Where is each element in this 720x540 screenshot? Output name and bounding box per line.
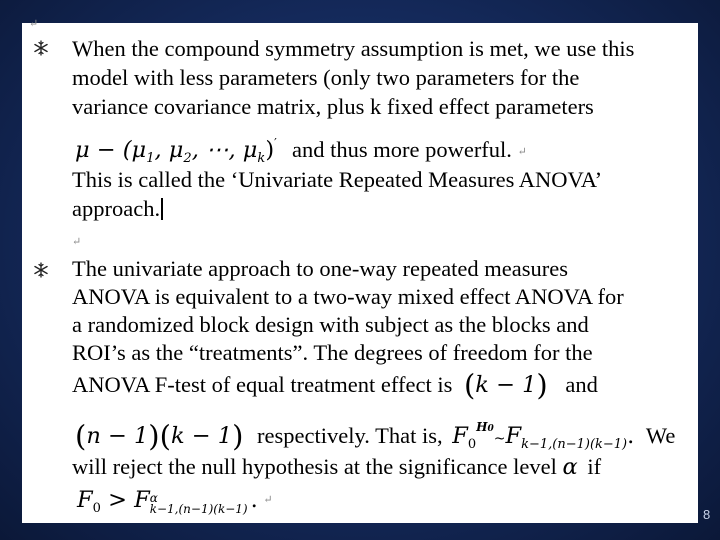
paragraph-mark: ↵	[263, 494, 273, 506]
mu-vector-formula: $\mu - (\mu_1$, $\mu_2$, ⋯, $\mu_k)'$	[75, 136, 277, 166]
bullet-1-line-1: When the compound symmetry assumption is met, we use this	[72, 36, 635, 61]
bullet-1-line-3: variance covariance matrix, plus k fixed effect parameters	[72, 94, 594, 119]
bullet-2-line-4: ROI’s as the “treatments”. The degrees of freedom for the	[72, 340, 593, 365]
page-number: 8	[703, 507, 711, 522]
df-denominator: (n − 1)(k − 1)	[75, 419, 244, 453]
bullet-1-line-6: approach.	[72, 195, 163, 223]
bullet-2-line-7: will reject the null hypothesis at the significance level α if	[72, 454, 602, 480]
paragraph-mark: ↵	[72, 236, 82, 248]
bullet-1-line-4: and thus more powerful.	[291, 137, 512, 162]
snowflake-bullet-icon	[33, 262, 49, 278]
test-statistic-formula: $F_0^{H0}\sim F_{k-1,(n-1)(k-1)}$.	[452, 420, 635, 452]
paragraph-mark: ↵	[29, 18, 39, 30]
text-cursor	[161, 198, 163, 220]
bullet-2-line-3: a randomized block design with subject as the blocks and	[72, 312, 589, 337]
bullet-2-line-2: ANOVA is equivalent to a two-way mixed effect ANOVA for	[72, 284, 624, 309]
bullet-2-line-6: (n − 1)(k − 1) respectively. That is, $F_0^{H0}\sim F_{k-1,(n-1)(k-1)}$. We	[75, 419, 676, 453]
bullet-2-line-5: ANOVA F-test of equal treatment effect is (k − 1) and	[72, 368, 598, 402]
bullet-1-line-2: model with less parameters (only two parameters for the	[72, 65, 580, 90]
bullet-1-line-5: This is called the ‘Univariate Repeated Measures ANOVA’	[72, 167, 603, 192]
bullet-2-line-1: The univariate approach to one-way repeated measures	[72, 256, 569, 281]
paragraph-mark: ↵	[517, 146, 527, 158]
alpha-symbol: α	[562, 454, 578, 480]
df-numerator: (k − 1)	[463, 368, 548, 402]
snowflake-bullet-icon	[33, 40, 49, 56]
slide-page	[22, 18, 698, 523]
rejection-rule-formula: $F_0 > F$ α k−1,(n−1)(k−1) . ↵	[77, 487, 273, 516]
